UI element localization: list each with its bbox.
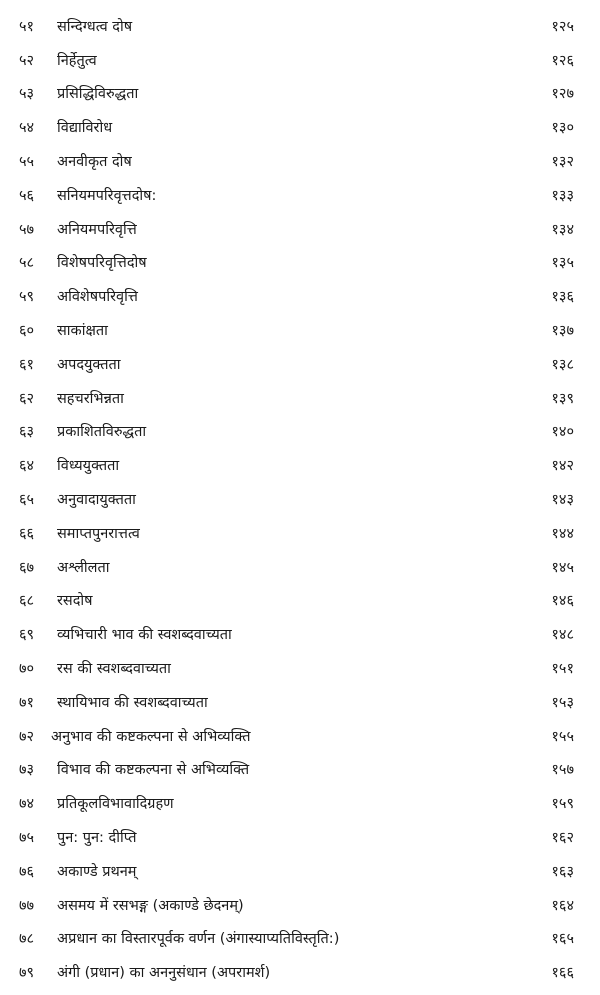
- toc-entry-73: [0, 753, 600, 787]
- entry-title: रसदोष: [57, 593, 93, 610]
- entry-number: ६२: [19, 390, 35, 407]
- entry-page-number: १४२: [551, 458, 574, 475]
- entry-title: सन्दिग्धत्व दोष: [57, 18, 133, 35]
- entry-page-number: १३०: [551, 120, 574, 137]
- entry-page-number: १५७: [551, 762, 574, 779]
- entry-title: अकाण्डे प्रथनम्: [57, 863, 137, 880]
- toc-entry-67: [0, 550, 600, 584]
- entry-number: ६४: [19, 458, 35, 475]
- entry-number: ५३: [19, 86, 35, 103]
- entry-title: विद्याविरोध: [57, 120, 113, 137]
- toc-entry-57: [0, 212, 600, 246]
- entry-page-number: १४४: [551, 525, 574, 542]
- entry-title: अविशेषपरिवृत्ति: [57, 289, 138, 306]
- entry-number: ५६: [19, 187, 35, 204]
- entry-title: समाप्तपुनरात्तत्व: [57, 525, 140, 542]
- toc-entry-61: [0, 347, 600, 381]
- toc-entry-76: [0, 854, 600, 888]
- toc-entry-75: [0, 820, 600, 854]
- entry-title: व्यभिचारी भाव की स्वशब्दवाच्यता: [57, 627, 232, 644]
- entry-title: अनियमपरिवृत्ति: [57, 221, 137, 238]
- entry-number: ७५: [19, 830, 35, 847]
- entry-title: रस की स्वशब्दवाच्यता: [57, 661, 171, 678]
- entry-page-number: १५१: [551, 661, 574, 678]
- entry-number: ७२: [19, 728, 35, 745]
- entry-number: ५४: [19, 120, 35, 137]
- entry-number: ५८: [19, 255, 35, 272]
- entry-page-number: १४६: [551, 593, 574, 610]
- entry-number: ६५: [19, 492, 35, 509]
- entry-title: सनियमपरिवृत्तदोष:: [57, 187, 157, 204]
- entry-title: अनुभाव की कष्टकल्पना से अभिव्यक्ति: [51, 728, 251, 745]
- toc-entry-59: [0, 279, 600, 313]
- entry-number: ७७: [19, 897, 35, 914]
- entry-title: पुन: पुन: दीप्ति: [57, 830, 137, 847]
- entry-page-number: १६३: [551, 863, 574, 880]
- entry-page-number: १३७: [551, 323, 574, 340]
- table-of-contents: [0, 9, 600, 989]
- toc-entry-56: [0, 178, 600, 212]
- entry-title: सहचरभिन्नता: [57, 390, 124, 407]
- entry-title: विशेषपरिवृत्तिदोष: [57, 255, 147, 272]
- entry-title: विध्ययुक्तता: [57, 458, 120, 475]
- entry-page-number: १३९: [551, 390, 574, 407]
- entry-page-number: १३५: [551, 255, 574, 272]
- toc-entry-60: [0, 313, 600, 347]
- entry-title: साकांक्षता: [57, 323, 108, 340]
- entry-number: ६८: [19, 593, 35, 610]
- toc-entry-66: [0, 516, 600, 550]
- toc-entry-72: [0, 719, 600, 753]
- entry-number: ६१: [19, 356, 35, 373]
- entry-number: ५५: [19, 154, 35, 171]
- entry-title: अनवीकृत दोष: [57, 154, 132, 171]
- entry-title: अनुवादायुक्तता: [57, 492, 136, 509]
- entry-page-number: १५३: [551, 694, 574, 711]
- toc-entry-68: [0, 584, 600, 618]
- entry-title: अप्रधान का विस्तारपूर्वक वर्णन (अंगास्याप्यतिविस्तृति:): [57, 931, 340, 948]
- entry-number: ५९: [19, 289, 35, 306]
- entry-page-number: १६२: [551, 830, 574, 847]
- entry-page-number: १६६: [551, 965, 574, 982]
- entry-page-number: १५५: [551, 728, 574, 745]
- toc-entry-79: [0, 955, 600, 989]
- toc-entry-52: [0, 43, 600, 77]
- entry-page-number: १३६: [551, 289, 574, 306]
- entry-page-number: १४०: [551, 424, 574, 441]
- entry-page-number: १४३: [551, 492, 574, 509]
- toc-entry-78: [0, 922, 600, 956]
- toc-entry-62: [0, 381, 600, 415]
- entry-number: ७८: [19, 931, 35, 948]
- toc-entry-64: [0, 448, 600, 482]
- entry-title: स्थायिभाव की स्वशब्दवाच्यता: [57, 694, 208, 711]
- entry-page-number: १४८: [551, 627, 574, 644]
- entry-number: ६६: [19, 525, 35, 542]
- entry-number: ७९: [19, 965, 35, 982]
- entry-title: प्रसिद्धिविरुद्धता: [57, 86, 139, 103]
- toc-entry-54: [0, 110, 600, 144]
- entry-number: ६०: [19, 323, 35, 340]
- entry-title: प्रतिकूलविभावादिग्रहण: [57, 796, 174, 813]
- entry-title: निर्हेतुत्व: [57, 52, 97, 69]
- entry-number: ७०: [19, 661, 35, 678]
- toc-entry-65: [0, 482, 600, 516]
- toc-entry-71: [0, 685, 600, 719]
- entry-page-number: १२५: [551, 18, 574, 35]
- entry-number: ६७: [19, 559, 35, 576]
- entry-page-number: १६५: [551, 931, 574, 948]
- toc-entry-74: [0, 786, 600, 820]
- entry-title: विभाव की कष्टकल्पना से अभिव्यक्ति: [57, 762, 250, 779]
- entry-number: ५२: [19, 52, 35, 69]
- entry-title: असमय में रसभङ्ग (अकाण्डे छेदनम्): [57, 897, 244, 914]
- toc-entry-58: [0, 246, 600, 280]
- entry-number: ७६: [19, 863, 35, 880]
- entry-number: ७१: [19, 694, 35, 711]
- entry-page-number: १३४: [551, 221, 574, 238]
- toc-entry-51: [0, 9, 600, 43]
- entry-page-number: १३२: [551, 154, 574, 171]
- entry-number: ७३: [19, 762, 35, 779]
- entry-title: अश्लीलता: [57, 559, 110, 576]
- entry-page-number: १३८: [551, 356, 574, 373]
- entry-page-number: १२६: [551, 52, 574, 69]
- toc-entry-63: [0, 415, 600, 449]
- entry-page-number: १५९: [551, 796, 574, 813]
- entry-page-number: १६४: [551, 897, 574, 914]
- toc-entry-70: [0, 651, 600, 685]
- entry-page-number: १२७: [551, 86, 574, 103]
- entry-page-number: १४५: [551, 559, 574, 576]
- toc-entry-53: [0, 77, 600, 111]
- entry-title: प्रकाशितविरुद्धता: [57, 424, 147, 441]
- toc-entry-77: [0, 888, 600, 922]
- entry-number: ५१: [19, 18, 35, 35]
- entry-number: ७४: [19, 796, 35, 813]
- entry-number: ५७: [19, 221, 35, 238]
- toc-entry-55: [0, 144, 600, 178]
- entry-number: ६९: [19, 627, 35, 644]
- entry-title: अपदयुक्तता: [57, 356, 121, 373]
- toc-entry-69: [0, 617, 600, 651]
- entry-page-number: १३३: [551, 187, 574, 204]
- entry-number: ६३: [19, 424, 35, 441]
- entry-title: अंगी (प्रधान) का अननुसंधान (अपरामर्श): [57, 965, 271, 982]
